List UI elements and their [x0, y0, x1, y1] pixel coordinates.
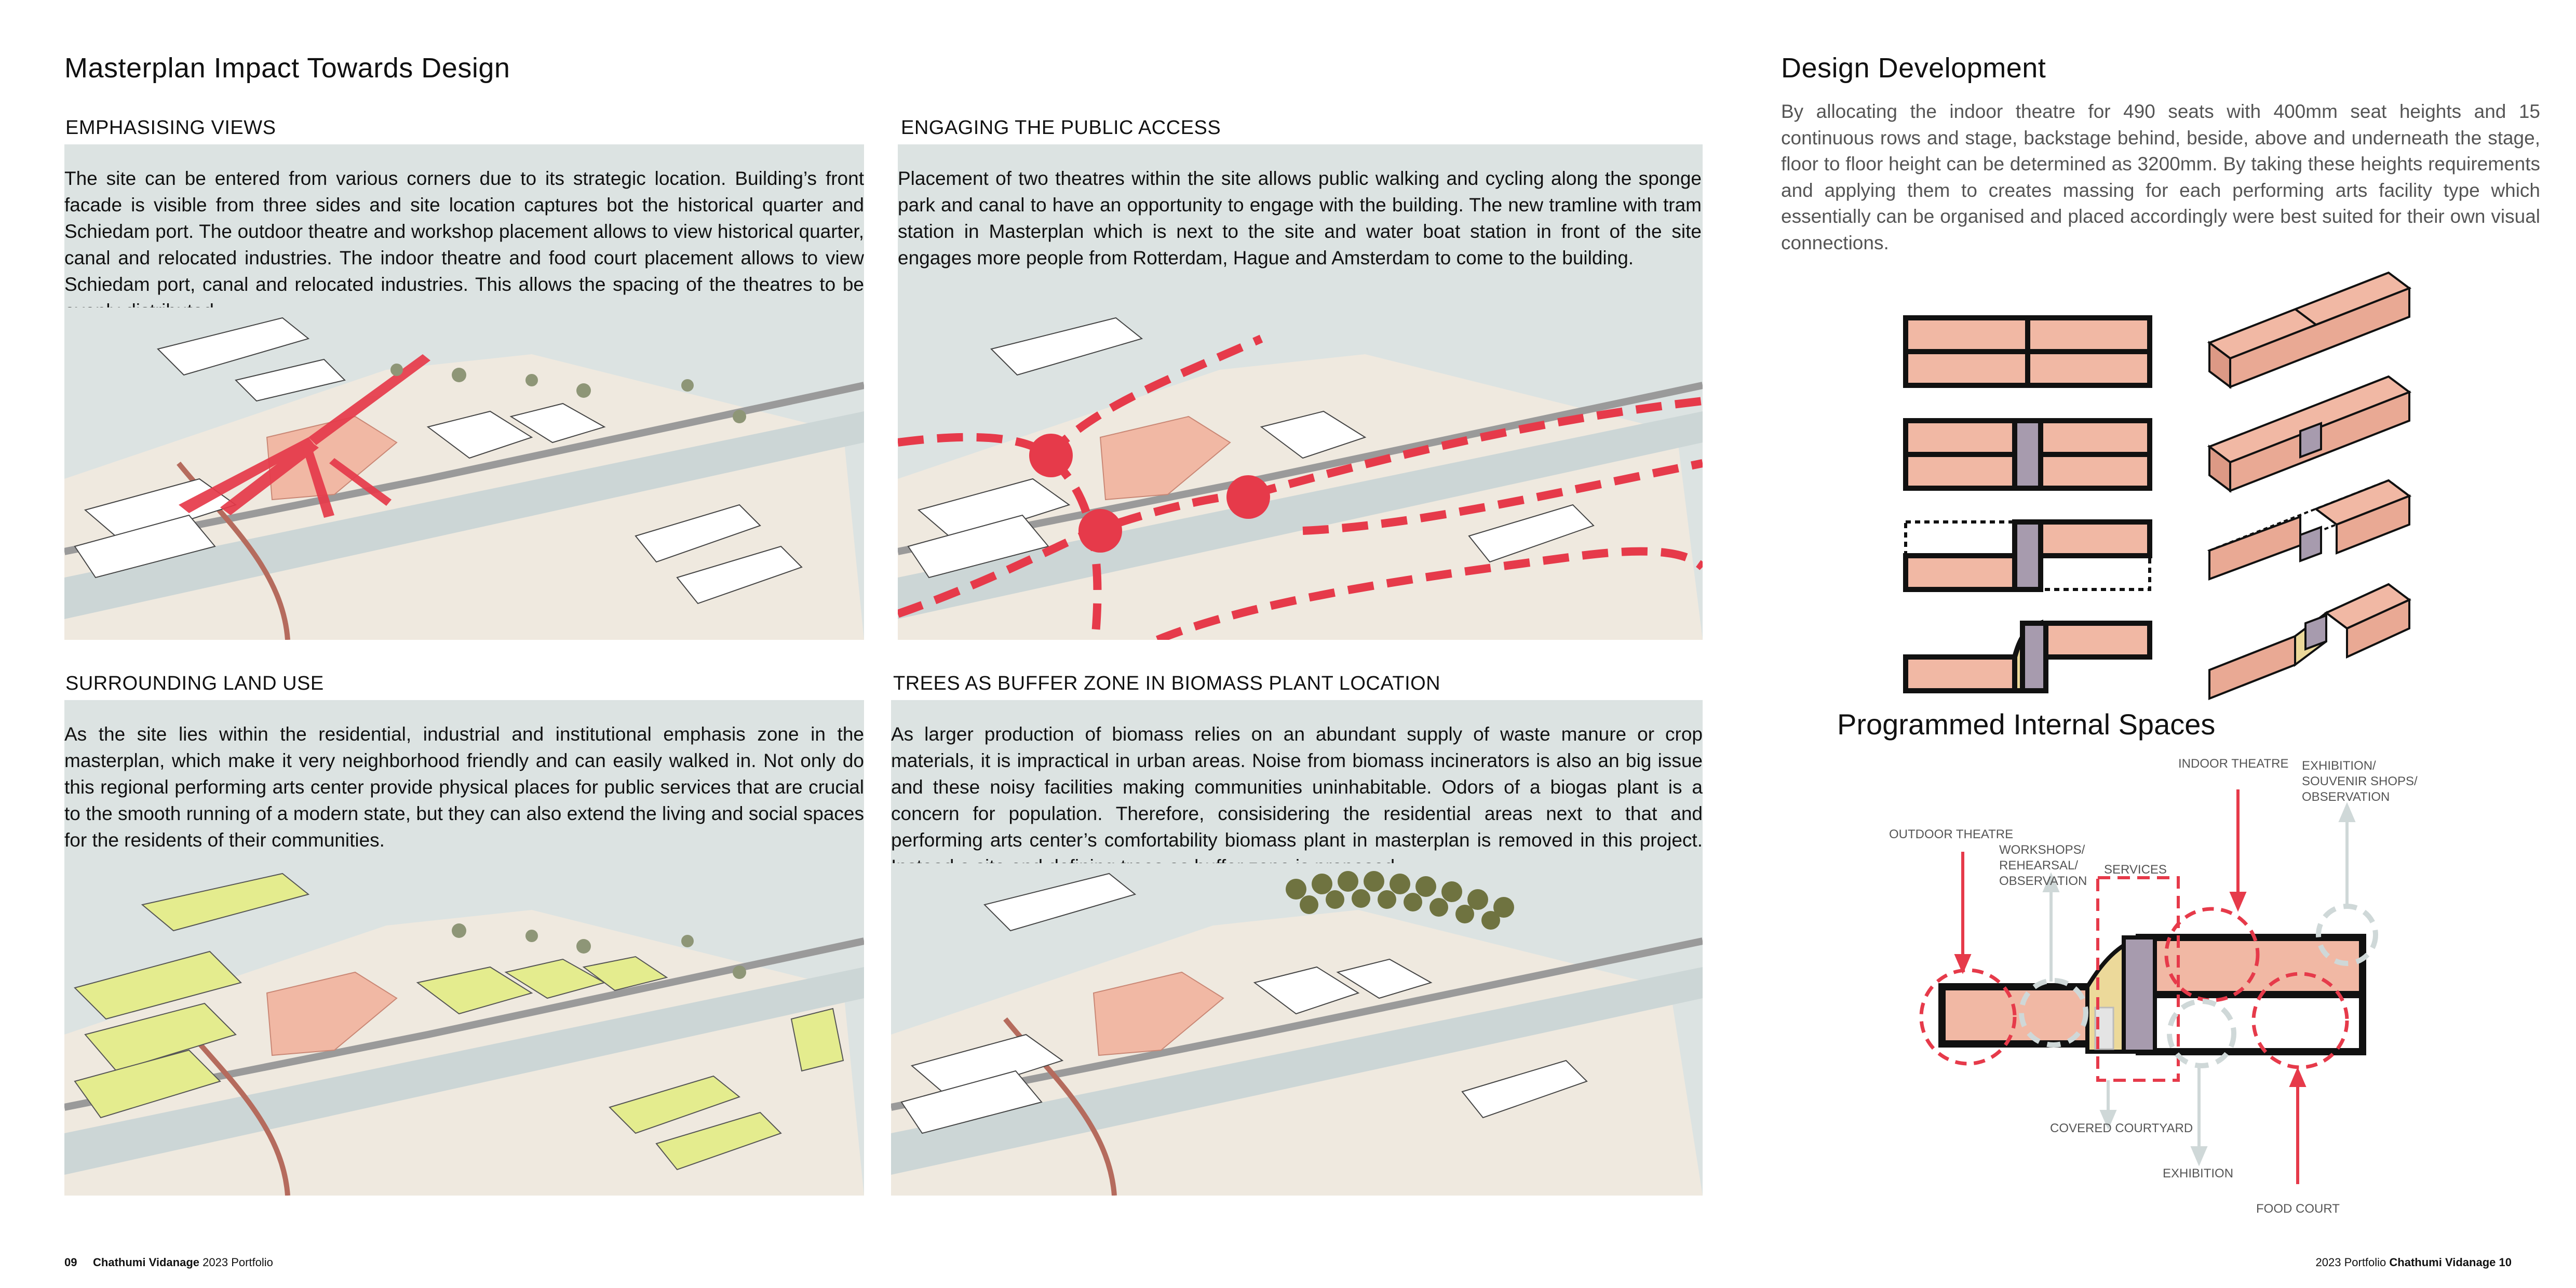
section-text-trees-buffer: As larger production of biomass relies on an abundant supply of waste manure or crop materials, it is impractical in urban areas. Noise from biomass incinerators is also an big issue and these noisy facilities making communities uninhabitable. Odors of a biogas plant is a concern for population. Therefore, consisidering the residential areas next to that and performing arts center’s comfortability biomass plant in masterplan is removed in this project.: [891, 723, 1703, 851]
page-title: Masterplan Impact Towards Design: [64, 52, 510, 84]
panel-public-access: [898, 144, 1703, 640]
massing-plan-1: [1906, 318, 2150, 385]
label-exhibition-line-3: OBSERVATION: [2302, 790, 2390, 804]
site-map-access: [898, 307, 1703, 640]
label-workshops-line-1: WORKSHOPS/: [1999, 843, 2085, 857]
section-text-public-access: Placement of two theatres within the site allows public walking and cycling along the sponge park and canal to have an opportunity to engage with the building. The new tramline with tram station in Masterplan which is next to the site and water boat station in front of the site engages more people from Rotterdam, Hague and Amsterdam to come to the building.: [898, 168, 1702, 269]
massing-plan-3: [1906, 522, 2150, 589]
section-heading-trees-buffer: TREES AS BUFFER ZONE IN BIOMASS PLANT LOCATION: [893, 673, 1441, 694]
massing-axon-2: [2209, 377, 2409, 491]
footer-left-year: 2023 Portfolio: [203, 1256, 273, 1269]
footer-left: [64, 1256, 273, 1269]
label-food-court: FOOD COURT: [2256, 1202, 2340, 1216]
label-exhibition-bottom: EXHIBITION: [2163, 1166, 2234, 1180]
footer-right-name: Chathumi Vidanage: [2389, 1256, 2496, 1269]
label-services: SERVICES: [2104, 863, 2167, 877]
section-heading-emphasising-views: EMPHASISING VIEWS: [65, 117, 276, 139]
label-workshops-line-3: OBSERVATION: [1999, 874, 2087, 888]
massing-plan-2: [1906, 421, 2150, 488]
program-title: Programmed Internal Spaces: [1837, 708, 2216, 741]
massing-axon-1: [2209, 273, 2409, 387]
section-heading-land-use: SURROUNDING LAND USE: [65, 673, 324, 694]
section-heading-public-access: ENGAGING THE PUBLIC ACCESS: [901, 117, 1221, 139]
label-indoor-theatre: INDOOR THEATRE: [2178, 757, 2289, 771]
label-workshops-line-2: REHEARSAL/: [1999, 858, 2079, 873]
design-development-text: By allocating the indoor theatre for 490 seats with 400mm seat heights and 15 continuous rows and stage, backstage behind, beside, above and underneath the stage, floor to floor height can be determined as 3200mm. By taking these heights requirements and applying them to creates massing for each performing arts facility type which essentially can be organised and placed accordingly were best suited for their own visual connections.: [1781, 101, 2540, 253]
label-outdoor-theatre: OUTDOOR THEATRE: [1889, 827, 2014, 841]
programmed-spaces-diagram: [1916, 789, 2383, 1205]
label-exhibition-line-1: EXHIBITION/: [2302, 759, 2376, 773]
label-exhibition-line-2: SOUVENIR SHOPS/: [2302, 774, 2418, 788]
design-development-title: Design Development: [1781, 52, 2046, 84]
label-exhibition-top: [2302, 758, 2418, 805]
label-covered-courtyard: COVERED COURTYARD: [2050, 1121, 2193, 1135]
footer-left-page-number: 09: [64, 1256, 77, 1269]
footer-left-name: Chathumi Vidanage: [93, 1256, 200, 1269]
site-map-views: [64, 307, 864, 640]
site-map-trees: [891, 863, 1703, 1196]
label-workshops: [1999, 842, 2087, 889]
footer-right-year: 2023 Portfolio: [2315, 1256, 2386, 1269]
massing-plan-4: [1906, 623, 2150, 691]
footer-right-page-number: 10: [2499, 1256, 2512, 1269]
massing-axon-3: [2209, 480, 2409, 579]
panel-land-use: [64, 700, 864, 1196]
massing-diagrams: [1890, 260, 2430, 706]
footer-right: [2316, 1256, 2512, 1269]
panel-trees-buffer: [891, 700, 1703, 1196]
massing-axon-4: [2209, 584, 2409, 699]
section-text-land-use: As the site lies within the residential, industrial and institutional emphasis zone in the masterplan, which make it very neighborhood friendly and can easily walked in. Not only do this regional performing arts center provide physical places for public services that are crucial to the smooth running of a modern state, but they can also extend the living and social spaces for the residents of their communities.: [64, 723, 864, 851]
panel-emphasising-views: [64, 144, 864, 640]
section-text-emphasising-views: The site can be entered from various corners due to its strategic location. Building’s front facade is visible from three sides and site location captures bot the historical quarter and Schiedam port. The outdoor theatre and workshop placement allows to view historical quarter, canal and relocated industries. The indoor theatre and food court placement allows to view Schiedam port, canal and relocated industries. This allows the spacing of the theatres to be: [64, 168, 864, 295]
site-map-land-use: [64, 863, 864, 1196]
